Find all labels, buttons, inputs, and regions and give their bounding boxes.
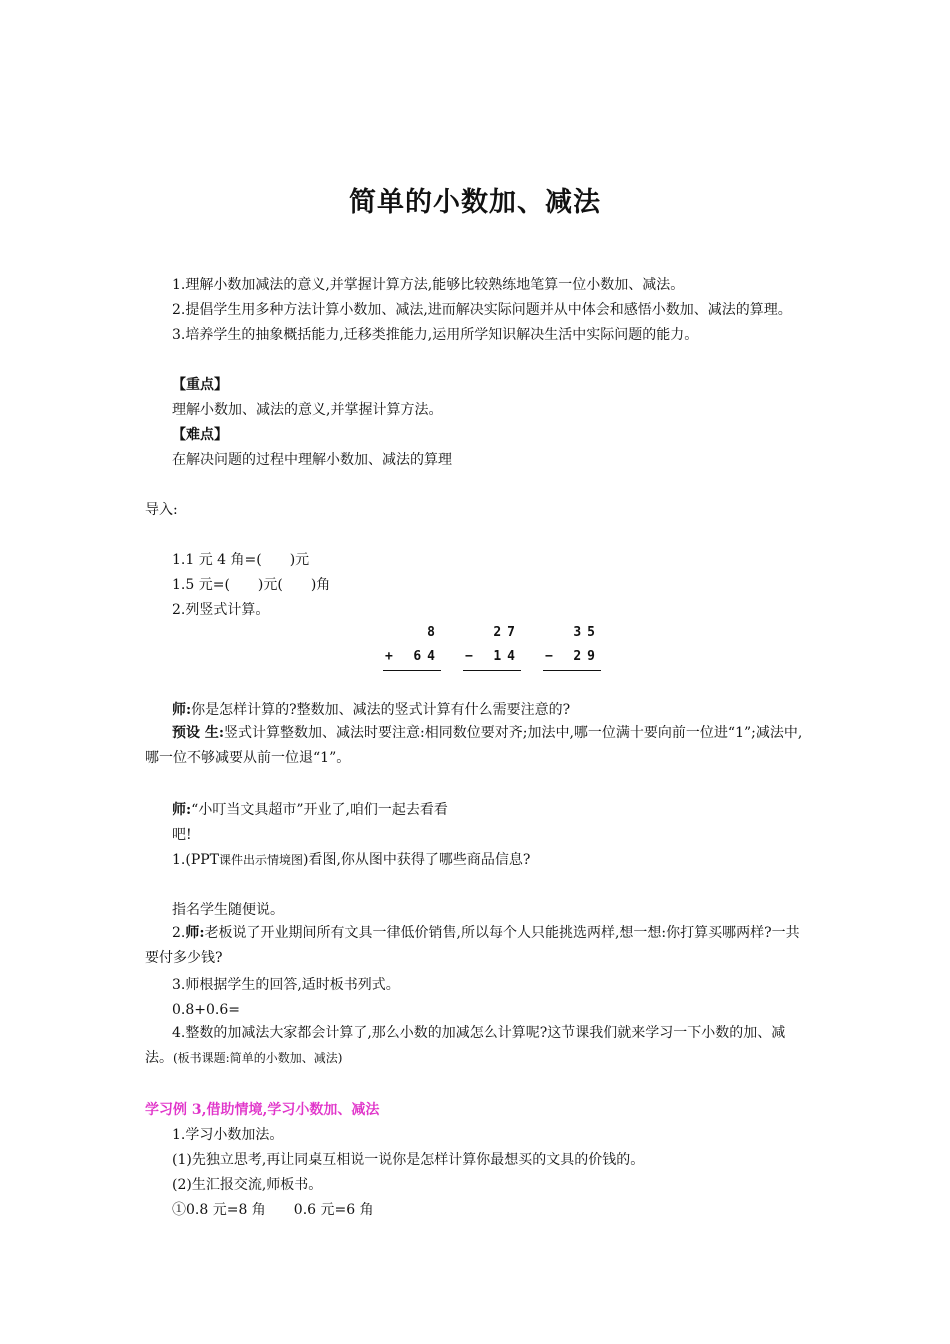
teacher-label: 师: bbox=[172, 702, 192, 718]
intro-item-2: 1.5 元=( )元( )角 bbox=[172, 577, 331, 593]
calc-1-operator: + bbox=[385, 649, 393, 664]
calc-2-bottom: 14 bbox=[493, 649, 521, 664]
difficulty-text: 在解决问题的过程中理解小数加、减法的算理 bbox=[172, 452, 452, 468]
key-point-label: 【重点】 bbox=[172, 377, 228, 393]
step-random: 指名学生随便说。 bbox=[172, 902, 284, 918]
vertical-calc-1 bbox=[383, 621, 441, 671]
section-item-1: 1.学习小数加法。 bbox=[172, 1127, 284, 1143]
calc-2-operator: − bbox=[465, 649, 473, 664]
section-item-4: ①0.8 元=8 角 0.6 元=6 角 bbox=[172, 1202, 374, 1218]
step-4-small: (板书课题:简单的小数加、减法) bbox=[173, 1051, 343, 1065]
teacher-label-2: 师: bbox=[172, 802, 192, 818]
calc-1-top: 8 bbox=[427, 625, 441, 640]
step-2 bbox=[145, 921, 805, 971]
section-heading: 学习例 3,借助情境,学习小数加、减法 bbox=[145, 1102, 380, 1118]
teacher-question-2 bbox=[172, 800, 448, 820]
calc-2-top: 27 bbox=[493, 625, 521, 640]
vertical-calc-3 bbox=[543, 621, 601, 671]
step-1-prefix: 1.(PPT bbox=[172, 852, 219, 868]
preset-label: 预设 生: bbox=[172, 725, 225, 741]
teacher-question-1-text: 你是怎样计算的?整数加、减法的竖式计算有什么需要注意的? bbox=[191, 702, 571, 718]
section-item-2: (1)先独立思考,再让同桌互相说一说你是怎样计算你最想买的文具的价钱的。 bbox=[172, 1152, 645, 1168]
teacher-question-2-cont: 吧! bbox=[172, 827, 192, 843]
step-1-small: 课件出示情境图 bbox=[219, 853, 304, 867]
calc-3-top: 35 bbox=[573, 625, 601, 640]
document-title: 简单的小数加、减法 bbox=[349, 187, 601, 218]
preset-answer-text: 竖式计算整数加、减法时要注意:相同数位要对齐;加法中,哪一位满十要向前一位进“1”;减法中,哪一位不够减要从前一位退“1”。 bbox=[145, 725, 803, 766]
intro-item-3: 2.列竖式计算。 bbox=[172, 602, 270, 618]
step-4 bbox=[145, 1021, 805, 1071]
formula: 0.8+0.6= bbox=[172, 1002, 240, 1018]
intro-label: 导入: bbox=[145, 502, 178, 518]
step-1 bbox=[172, 850, 530, 870]
step-4-text: 4.整数的加减法大家都会计算了,那么小数的加减怎么计算呢?这节课我们就来学习一下小数的加、减法。 bbox=[145, 1025, 786, 1066]
step-2-num: 2. bbox=[172, 925, 186, 941]
key-point-text: 理解小数加、减法的意义,并掌握计算方法。 bbox=[172, 402, 443, 418]
calc-3-bottom: 29 bbox=[573, 649, 601, 664]
teacher-question-1 bbox=[172, 700, 570, 720]
step-3: 3.师根据学生的回答,适时板书列式。 bbox=[172, 977, 400, 993]
preset-answer bbox=[145, 721, 805, 771]
step-1-rest: )看图,你从图中获得了哪些商品信息? bbox=[303, 852, 531, 868]
objective-1: 1.理解小数加减法的意义,并掌握计算方法,能够比较熟练地笔算一位小数加、减法。 bbox=[172, 277, 685, 293]
objective-3: 3.培养学生的抽象概括能力,迁移类推能力,运用所学知识解决生活中实际问题的能力。 bbox=[172, 327, 699, 343]
intro-item-1: 1.1 元 4 角=( )元 bbox=[172, 552, 310, 568]
calc-1-bottom: 64 bbox=[413, 649, 441, 664]
calc-3-operator: − bbox=[545, 649, 553, 664]
vertical-calc-2 bbox=[463, 621, 521, 671]
objective-2: 2.提倡学生用多种方法计算小数加、减法,进而解决实际问题并从中体会和感悟小数加、减法的算理。 bbox=[172, 302, 792, 318]
step-2-text: 老板说了开业期间所有文具一律低价销售,所以每个人只能挑选两样,想一想:你打算买哪两样?一共要付多少钱? bbox=[145, 925, 800, 966]
step-2-label: 师: bbox=[185, 925, 205, 941]
section-item-3: (2)生汇报交流,师板书。 bbox=[172, 1177, 323, 1193]
difficulty-label: 【难点】 bbox=[172, 427, 228, 443]
teacher-question-2-text: “小叮当文具超市”开业了,咱们一起去看看 bbox=[191, 802, 448, 818]
